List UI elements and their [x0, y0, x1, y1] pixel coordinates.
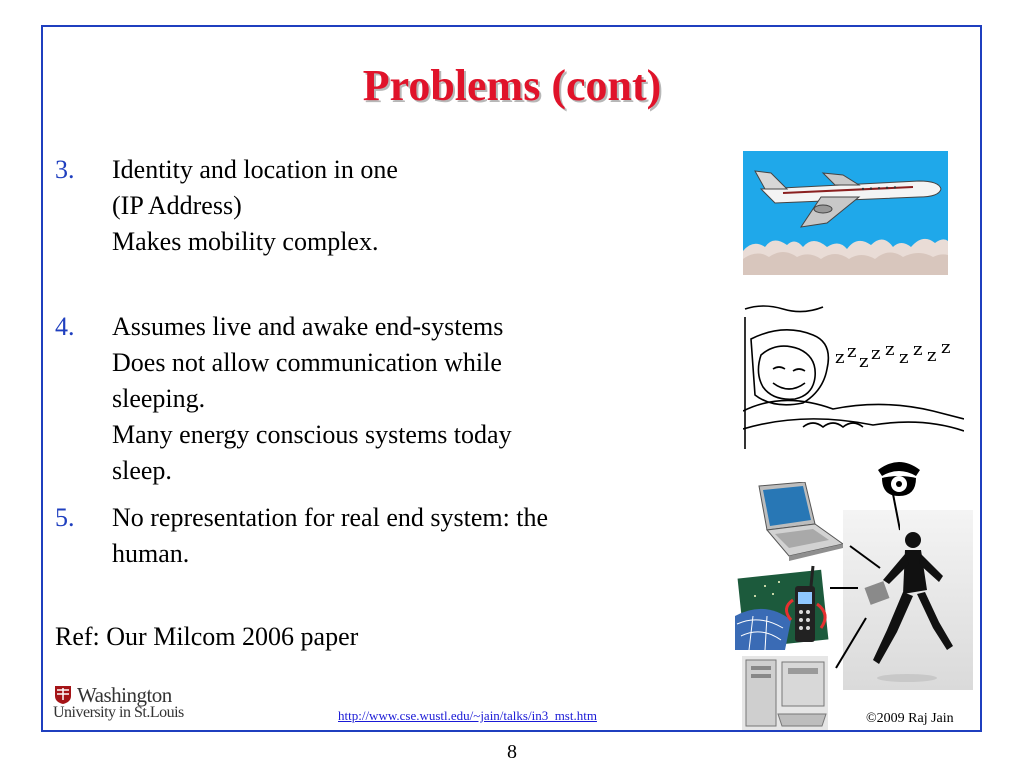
svg-text:z: z: [927, 345, 937, 366]
university-logo: [53, 683, 233, 723]
svg-text:z: z: [859, 351, 869, 372]
svg-text:z: z: [913, 339, 923, 360]
connector-lines: [830, 480, 900, 680]
list-number: 5.: [55, 503, 75, 532]
logo-subtitle: University in St.Louis: [53, 704, 184, 721]
sleeping-person-image: [743, 299, 964, 451]
list-line: Assumes live and awake end-systems: [112, 312, 504, 341]
footer-url-link[interactable]: http://www.cse.wustl.edu/~jain/talks/in3_mst.htm: [338, 708, 597, 723]
airplane-in-sky-image: [743, 151, 948, 275]
list-line: sleeping.: [112, 384, 206, 413]
mobile-phone-image: [735, 560, 832, 650]
svg-text:z: z: [871, 343, 881, 364]
list-line: Does not allow communication while: [112, 348, 502, 377]
desktop-computer-image: [742, 656, 828, 730]
reference-text: Ref: Our Milcom 2006 paper: [55, 622, 359, 651]
list-line: Makes mobility complex.: [112, 227, 379, 256]
page-number: 8: [507, 741, 517, 763]
list-number: 3.: [55, 155, 75, 184]
list-line: Many energy conscious systems today: [112, 420, 512, 449]
svg-text:z: z: [835, 347, 845, 368]
svg-text:z: z: [899, 347, 909, 368]
list-number: 4.: [55, 312, 75, 341]
slide-title: Problems (cont): [362, 61, 662, 110]
svg-text:z: z: [885, 339, 895, 360]
copyright-text: ©2009 Raj Jain: [866, 711, 954, 726]
list-line: (IP Address): [112, 191, 242, 220]
list-line: Identity and location in one: [112, 155, 398, 184]
svg-text:z: z: [847, 341, 857, 362]
shield-icon: [53, 684, 73, 704]
svg-text:z: z: [941, 337, 951, 358]
list-line: sleep.: [112, 456, 172, 485]
logo-name: Washington: [77, 683, 172, 707]
list-line: human.: [112, 539, 190, 568]
list-line: No representation for real end system: the: [112, 503, 549, 532]
